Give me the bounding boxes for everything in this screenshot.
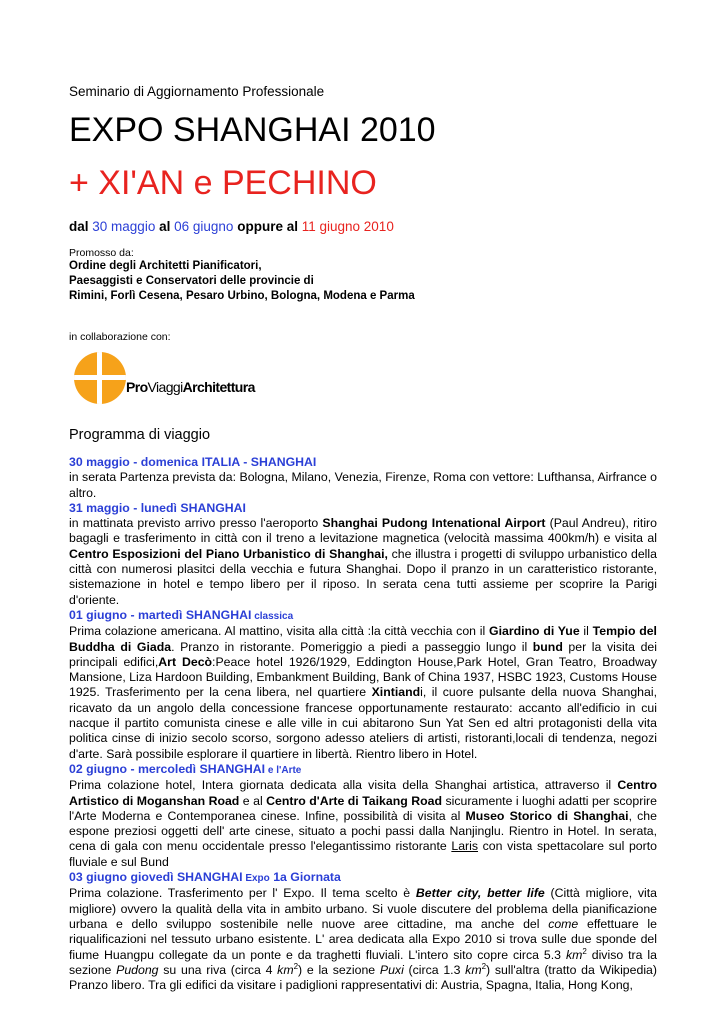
day-heading: 30 maggio - domenica ITALIA - SHANGHAI — [69, 455, 317, 469]
day-heading: 02 giugno - mercoledì SHANGHAI e l'Arte — [69, 761, 302, 776]
title-expo: EXPO SHANGHAI 2010 — [69, 111, 436, 149]
day-text: in mattinata previsto arrivo presso l'aeroporto Shanghai Pudong Intenational Airport (Paul Andreu), ritiro bagagli e trasferimento in città con il treno a levitazione magnetica (velocità massima 400km/h) e visita al Centro Esposizioni del Piano Urbanistico di Shanghai, che illustra i progetti di sviluppo urbanistico della città con numerosi plasitci della vecchia e futura Shanghai. Dopo il pranzo in un caratteristico ristorante, sistemazione in hotel e tempo libero per il riposo. In serata cena tutti assieme per scoprire la Parigi d'oriente. — [69, 516, 657, 607]
programme-title: Programma di viaggio — [69, 427, 211, 443]
dates-line — [69, 219, 394, 234]
day-text: in serata Partenza prevista da: Bologna, Milano, Venezia, Firenze, Roma con vettore: Lufthansa, Airfrance o altro. — [69, 470, 657, 500]
seminar-label: Seminario di Aggiornamento Professionale — [69, 84, 325, 99]
promoter-label: Promosso da: — [69, 247, 134, 259]
date-end-1: 06 giugno — [174, 219, 234, 234]
proviaggi-logo — [74, 352, 274, 404]
day-text: Prima colazione. Trasferimento per l' Expo. Il tema scelto è Better city, better life (Città migliore, vita migliore) ovvero la qualità della vita in ambito urbano. Si vuole discutere del problema della pianificazione urbana e dello sviluppo sostenibile nelle nuove aree cittadine, ma anche del come effettuare le riqualificazioni nel tessuto urbano esistente. L' area dedicata alla Expo 2010 si trova sulle due sponde del fiume Huangpu collegate da un ponte e da traghetti fluviali. L'intero sito copre circa 5.3 $km^2$ diviso tra la sezione Pudong su una riva (circa 4 $km^2$) e la sezione Puxi (circa 1.3 $km^2$) sull'altra (tratto da Wikipedia) Pranzo libero. Tra gli edifici da visitare i padiglioni rappresentativi di: Austria, Spagna, Italia, Hong Kong, — [69, 886, 657, 993]
day-heading: 03 giugno giovedì SHANGHAI Expo 1a Giornata — [69, 870, 341, 885]
dates-dal: dal — [69, 219, 89, 234]
logo-wordmark: ProViaggiArchitettura — [126, 379, 255, 395]
logo-cross-icon — [74, 352, 126, 404]
title-xian-pechino: + XI'AN e PECHINO — [69, 164, 377, 202]
promoter-line: Ordine degli Architetti Pianificatori, — [69, 260, 262, 272]
day-heading: 01 giugno - martedì SHANGHAI classica — [69, 607, 294, 622]
day-text: Prima colazione hotel, Intera giornata dedicata alla visita della Shanghai artistica, attraverso il Centro Artistico di Moganshan Road e al Centro d'Arte di Taikang Road sicuramente i luoghi adatti per scoprire l'Arte Moderna e Contemporanea cinese. Infine, possibilità di visita al Museo Storico di Shanghai, che espone preziosi oggetti dell' arte cinese, situato a pochi passi dalla Nanjinglu. Rientro in Hotel. In serata, cena di gala con menu occidentale presso l'elegantissimo ristorante Laris con vista spettacolare sul porto fluviale e sul Bund — [69, 778, 657, 869]
day-heading: 31 maggio - lunedì SHANGHAI — [69, 500, 246, 515]
promoter-line: Rimini, Forlì Cesena, Pesaro Urbino, Bologna, Modena e Parma — [69, 290, 415, 302]
date-start: 30 maggio — [92, 219, 156, 234]
dates-oppure: oppure al — [237, 219, 298, 234]
programme-body — [69, 455, 657, 993]
promoter-line: Paesaggisti e Conservatori delle provincie di — [69, 275, 314, 287]
date-end-2: 11 giugno 2010 — [301, 219, 394, 234]
promoter-org — [69, 259, 415, 304]
day-text: Prima colazione americana. Al mattino, visita alla città :la città vecchia con il Giardino di Yue il Tempio del Buddha di Giada. Pranzo in ristorante. Pomeriggio a piedi a passeggio lungo il bund per la visita dei principali edifici,Art Decò:Peace hotel 1926/1929, Eddington House,Park Hotel, Gran Teatro, Broadway Mansione, Liza Hardoon Building, Embankment Building, Bank of China 1937, HSBC 1923, Customs House 1925. Trasferimento per la cena libera, nel quartiere Xintiandi, il cuore pulsante della nuova Shanghai, ricavato da un angolo della concessione francese opportunamente restaurato: accanto all'edificio in cui nacque il partito comunista cinese e alle ville in cui abitarono Sun Yat Sen ed altri protagonisti della vita politica cinse di inizio secolo scorso, sorgono adesso ateliers di artisti, ristoranti,locali di tendenza, negozi d'arte. Sarà possibile esplorare il quartiere in libertà. Rientro libero in Hotel. — [69, 624, 657, 761]
dates-al: al — [159, 219, 171, 234]
collab-label: in collaborazione con: — [69, 331, 171, 343]
